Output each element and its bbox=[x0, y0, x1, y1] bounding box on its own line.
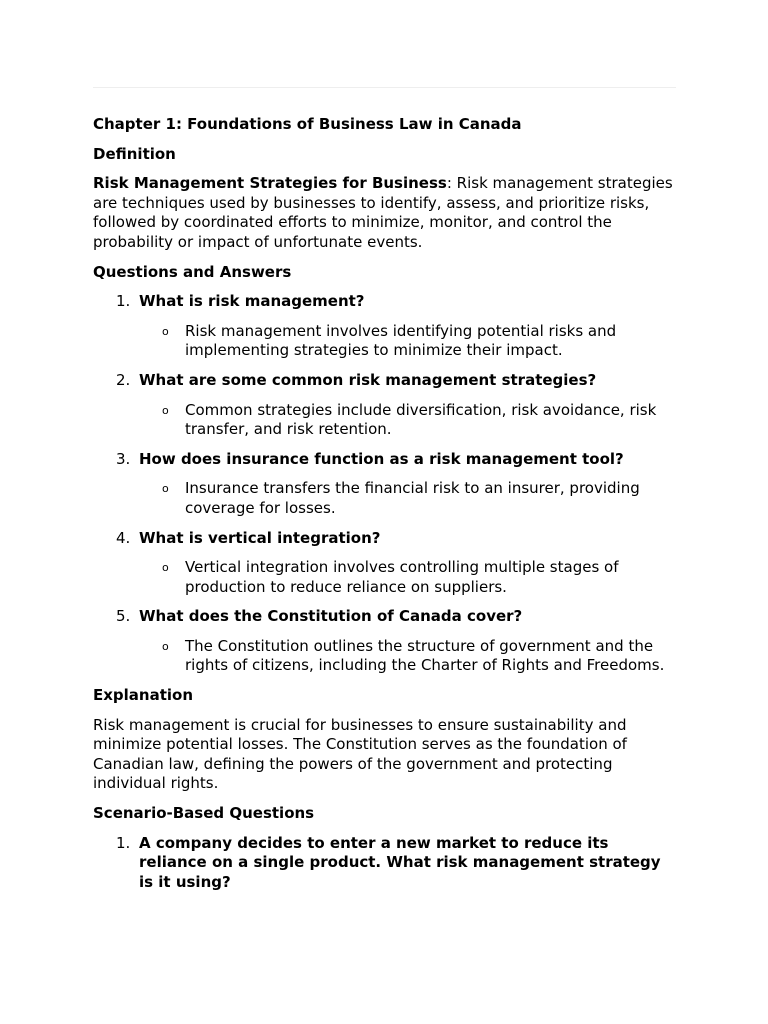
explanation-heading: Explanation bbox=[93, 686, 194, 705]
qa-question: What is vertical integration? bbox=[139, 528, 381, 547]
qa-answer-text: Risk management involves identifying potential risks and implementing strategies to minimize their impact. bbox=[185, 321, 617, 360]
qa-answer bbox=[139, 322, 676, 361]
qa-answer-text: Insurance transfers the financial risk to an insurer, providing coverage for losses. bbox=[185, 479, 640, 517]
document-body bbox=[93, 115, 676, 902]
scenario-question: A company decides to enter a new market to reduce its reliance on a single product. What risk management strategy is it using? bbox=[139, 833, 661, 891]
scenario-number: 1. bbox=[116, 833, 131, 852]
qa-number: 1. bbox=[116, 292, 131, 311]
definition-term: Risk Management Strategies for Business bbox=[93, 174, 447, 193]
qa-answer-text: Vertical integration involves controlling multiple stages of production to reduce reliance on suppliers. bbox=[185, 558, 619, 596]
explanation-text: Risk management is crucial for businesses to ensure sustainability and minimize potential losses. The Constitution serves as the foundation of Canadian law, defining the powers of the government and protecting individual rights. bbox=[93, 715, 627, 793]
bullet-icon: o bbox=[162, 403, 169, 417]
qa-answer bbox=[139, 479, 676, 518]
qa-item bbox=[93, 292, 676, 361]
header-divider bbox=[93, 87, 676, 88]
qa-question: How does insurance function as a risk management tool? bbox=[139, 449, 624, 468]
qa-list bbox=[93, 292, 676, 676]
qa-number: 3. bbox=[116, 449, 131, 468]
qa-answer bbox=[139, 558, 676, 597]
qa-question: What is risk management? bbox=[139, 292, 365, 311]
qa-number: 4. bbox=[116, 528, 131, 547]
qa-question: What does the Constitution of Canada cover? bbox=[139, 607, 523, 626]
scenario-item bbox=[93, 834, 676, 893]
qa-item bbox=[93, 371, 676, 440]
qa-answer-text: The Constitution outlines the structure of government and the rights of citizens, including the Charter of Rights and Freedoms. bbox=[185, 636, 665, 675]
qa-question: What are some common risk management strategies? bbox=[139, 370, 597, 389]
qa-answer bbox=[139, 637, 676, 676]
definition-heading: Definition bbox=[93, 144, 176, 163]
qa-number: 2. bbox=[116, 370, 131, 389]
bullet-icon: o bbox=[162, 639, 169, 653]
qa-heading: Questions and Answers bbox=[93, 262, 292, 281]
qa-item bbox=[93, 607, 676, 676]
bullet-icon: o bbox=[162, 482, 169, 496]
scenario-list bbox=[93, 834, 676, 893]
definition-text: : Risk management strategies are techniques used by businesses to identify, assess, and prioritize risks, followed by coordinated efforts to minimize, monitor, and control the probability or impact of unfortunate events. bbox=[93, 174, 673, 251]
scenario-heading: Scenario-Based Questions bbox=[93, 804, 315, 823]
qa-answer bbox=[139, 401, 676, 440]
qa-answer-text: Common strategies include diversification, risk avoidance, risk transfer, and risk retention. bbox=[185, 400, 657, 439]
qa-item bbox=[93, 450, 676, 519]
qa-item bbox=[93, 529, 676, 598]
definition-paragraph bbox=[93, 174, 676, 252]
bullet-icon: o bbox=[162, 561, 169, 575]
bullet-icon: o bbox=[162, 324, 169, 338]
chapter-title: Chapter 1: Foundations of Business Law in Canada bbox=[93, 115, 522, 133]
qa-number: 5. bbox=[116, 607, 131, 626]
